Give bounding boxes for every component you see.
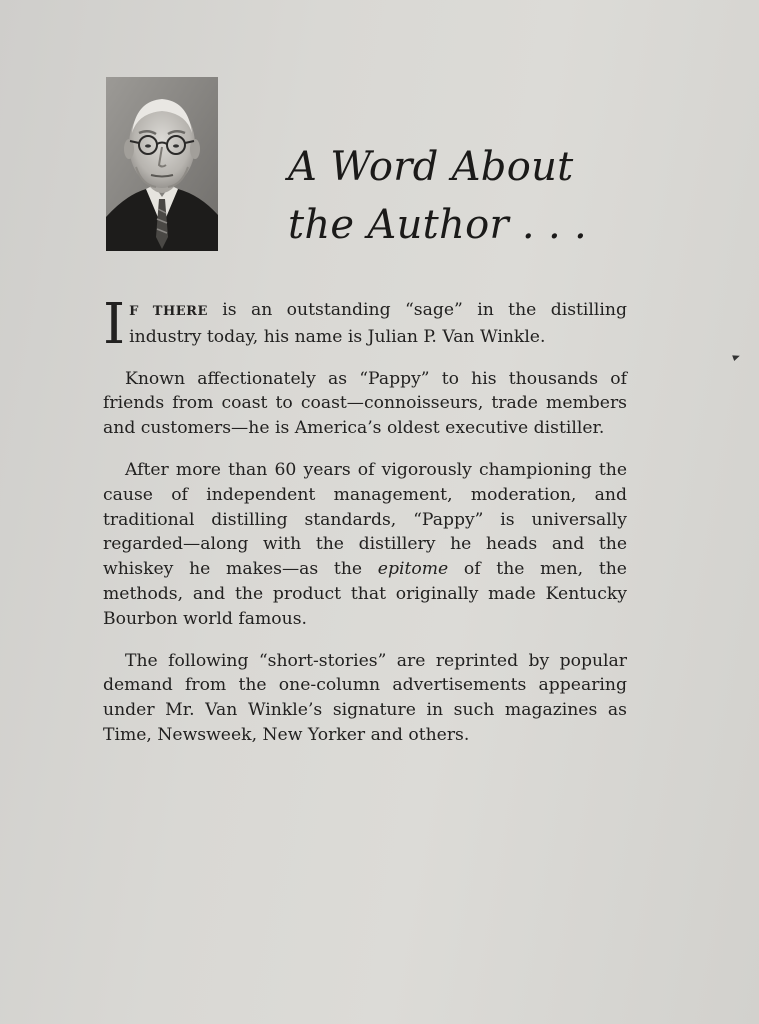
- title-line-2: the Author . . .: [288, 202, 587, 248]
- paragraph-2: Known affectionately as “Pappy” to his thousands of friends from coast to coast—connoisseurs, trade members and customers—he is America’s oldest executive distiller.: [103, 368, 627, 439]
- page-title: [288, 138, 587, 254]
- margin-mark-icon: [732, 353, 741, 361]
- paragraph-1-text: is an outstanding “sage” in the distilling industry today, his name is Julian P. Van Winkle.: [129, 300, 627, 347]
- portrait-photo: [106, 77, 218, 251]
- paragraph-3-after: of the men, the methods, and the product that originally made Kentucky Bourbon world famous.: [103, 559, 627, 629]
- article-body: [103, 292, 627, 765]
- drop-cap: I: [103, 292, 126, 357]
- small-caps-lead: F THERE: [129, 304, 208, 319]
- author-portrait: [106, 77, 218, 251]
- title-line-1: A Word About: [288, 144, 574, 190]
- paragraph-3-before: After more than 60 years of vigorously championing the cause of independent management, moderation, and traditional distilling standards, “Pappy” is universally regarded—along with the distillery he heads and the whiskey he makes—as the: [103, 459, 627, 580]
- paragraph-3-emphasis: epitome: [377, 559, 449, 580]
- paragraph-4: The following “short-stories” are reprinted by popular demand from the one-column advertisements appearing under Mr. Van Winkle’s signature in such magazines as Time, Newsweek, New Yorker and others.: [103, 650, 627, 745]
- paragraph-3: [103, 458, 627, 632]
- paragraph-1: [103, 292, 627, 357]
